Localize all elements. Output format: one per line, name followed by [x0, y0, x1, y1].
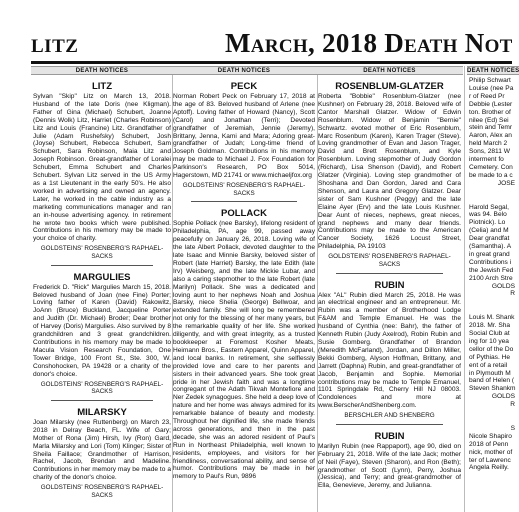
notice-line: r of Reed Pr	[469, 92, 505, 100]
page-title-lead: M	[225, 28, 251, 58]
funeral-home-credit: GOLDSTEINS' ROSENBERG'S RAPHAEL-SACKS	[40, 245, 164, 260]
notice-line: be made to a c	[469, 171, 513, 179]
column-label: DEATH NOTICES	[316, 66, 463, 75]
notice-name: POLLACK	[221, 208, 267, 220]
notice-line: Social Club at	[469, 330, 510, 337]
notice-line: Harold Segal,	[469, 203, 509, 211]
notice-rubin-alex	[316, 280, 463, 425]
notice-line: (Celia) and M	[469, 227, 509, 235]
notice-line: of Pythias. He	[469, 353, 511, 361]
notice-line: S	[510, 424, 515, 432]
notice-line: R	[510, 401, 515, 409]
notice-text: Norman Robert Peck on February 17, 2018 at the age of 83. Beloved husband of Arlene (nee Aptoff). Loving father of Howard (Nancy), Scott (Carol) and Jonathan (Terri); Devoted grandfather of Jeremiah, Jennie (Jeremy), Brittany, Jenna, Kami and Mara; Adoring great-grandfather of Judah; Long-time friend of Joseph Goldman. Contributions in his memory may be made to Michael J. Fox Foundation for Parkinson's Research, PO Box 5014, Hagerstown, MD 21741 or www.michaeljfox.org	[173, 93, 315, 180]
notice-text-partial	[469, 77, 517, 472]
notice-line: stein and Temr	[469, 124, 513, 132]
notice-line	[469, 417, 517, 425]
notice-name: RUBIN	[374, 279, 405, 291]
notice-line: in Plymouth M	[469, 369, 511, 377]
notice-line: JOSE	[497, 179, 515, 187]
notice-line: R	[510, 290, 515, 298]
notice-line: cellor of the Do	[469, 345, 514, 353]
notices-column-2	[171, 66, 317, 512]
notice-milarsky	[31, 407, 173, 500]
notice-rubin-marilyn	[316, 431, 463, 490]
notice-pollack	[171, 208, 317, 481]
page-title-rest: arch, 2018 Death Not	[250, 28, 513, 58]
page-title	[225, 28, 513, 59]
notice-line	[469, 306, 517, 314]
notice-line: band of Helen (	[469, 377, 515, 385]
notice-name: ROSENBLUM-GLATZER	[335, 81, 444, 92]
notice-line: 2018. Mr. Sha	[469, 322, 511, 330]
notice-line: Steven Shankm	[469, 385, 516, 393]
notice-line: Cemetery. Con	[469, 163, 513, 171]
notice-line: (Samantha). A	[469, 243, 512, 251]
notice-line: in great grand	[469, 250, 510, 258]
notice-line: Philip Schwart	[469, 77, 511, 84]
notice-litz	[31, 81, 173, 266]
notice-line: GOLDS	[491, 393, 515, 401]
header-rule	[31, 61, 512, 64]
notice-text: Frederick D. "Rick" Margulies March 15, 2018. Beloved husband of Joan (nee Fine) Porter; Loving father of Karen (David) Rakowitz, JoAnn (Bruce) Buckland, Jacqueline Porter and Judith (Dr. Michael) Broder; Dear brother of Harvey (Doris) Margulies. Also survived by 8 grandchildren and 3 great grandchildren. Contributions in his memory may be made to Macula Vision Research Foundation, One Tower Bridge, 100 Front St., Ste. 300, W. Conshohocken, PA 19428 or a charity of the donor's choice.	[33, 283, 171, 378]
section-tag: LITZ	[31, 36, 79, 57]
funeral-home-credit: GOLDSTEINS' ROSENBERG'S RAPHAEL-SACKS	[40, 380, 164, 396]
notice-partial	[467, 77, 519, 472]
notice-line: Angela Reilly.	[469, 464, 509, 472]
notice-line	[469, 409, 517, 417]
notice-divider	[191, 201, 297, 202]
funeral-home-credit: BERSCHLER AND SHENBERG	[344, 412, 435, 420]
notice-rosenblum-glatzer	[316, 81, 463, 274]
notice-divider	[336, 424, 443, 425]
column-label: DEATH NOTICES	[467, 68, 519, 74]
notice-line: ent of a retail	[469, 361, 508, 369]
notice-line: ton. Brother of	[469, 108, 511, 116]
notices-column-3	[316, 66, 463, 512]
notice-name: RUBIN	[374, 430, 405, 442]
notice-text: Sylvan "Skip" Litz on March 13, 2018. Husband of the late Doris (nee Kligman). Father of Gina (Michael) Schubert, Joanne (Dennis Wolk) Litz, Harriet (Charles Robinson) Litz and Louis (Francine) Litz. Grandfather of Julie (Adam Rushefsky) Schubert, Josh (Joyse) Schubert, Rebecca Schubert, Sam Schubert, Sara Robinson, Maia Litz and Joseph Robinson. Great-grandfather of Loralei Schubert, Emma Schubert and Charles Schubert. Sylvan Litz served in the US Army as a 1st Lieutenant in the early 50's. He also worked in advertising and owned an agency. Later, he worked in the cable industry as a marketing communications manager and ran an in-house advertising agency. In retirement he wrote two books which were published. Contributions in his memory may be made to your choice of charity.	[33, 93, 171, 243]
notice-line: interment fo	[469, 156, 504, 164]
column-label: DEATH NOTICES	[171, 66, 317, 75]
notices-column-4	[467, 66, 519, 512]
notice-name: PECK	[230, 81, 258, 92]
notice-line: Dear grandfat	[469, 235, 510, 243]
notice-text: Roberta "Bobbie" Rosenblum-Glatzer (nee Kushner) on February 28, 2018. Beloved wife of Cantor Marshall Glatzer. Widow of Edwin Rosenblum. Widow of Benjamin "Bernie" Schwartz. evoted mother of Eric Rosenblum, Marc Rosenbum (Karen), Karen Trager (Steve). Loving grandmother of Evan and Jason Trager, David and Brett Rosenblum, and Kyle Rosenblum. Loving stepmother of Judy Gordon (Richard), Lisa Shenson (David), and Robert Glatzer (Virginia). Loving step grandmother of Shoshana and Dan Gordon, Jared and Cara Shenson, and Laura and Gregory Glatzer. Dear sister of Sam Kushner (Peggy) and the late Elaine Ayer (Erv) and the late Louis Kushner. Dear Aunt of nieces, nephews, great nieces, grand nephews and many dear friends. Contributions may be made to the American Cancer Society, 1626 Locust Street, Philadelphia, PA 19103	[318, 93, 461, 251]
notice-divider	[51, 265, 153, 266]
notice-line: Piotnick). Lo	[469, 219, 506, 227]
notice-line: Louise (nee Pa	[469, 84, 514, 92]
notice-line: held March 2	[469, 140, 508, 148]
notice-line: Nicole Shapiro	[469, 432, 512, 440]
notice-line: GOLDS	[491, 282, 515, 290]
notice-line: Contributions i	[469, 258, 512, 266]
notice-text: Alex "AL" Rubin died March 25, 2018. He was an electrical engineer and an entrepreneur. Mr. Rubin was a member of Brotherhood Lodge F&AM and Temple Emanuel. He was the husband of Cynthia (nee: Bahr), the father of Kenneth Rubin (Judy Axelrod), Robin Rubin and Susie Gomberg. Grandfather of Brandon (Meredith McFarland), Jordan, and Dillon Miller, Bekki Gomberg, Alyson Hoffman, Brittany, and Jarrett (Daphna) Rubin, and great-grandfather of Jacob, Benjamin and Sophie. Memorial contributions may be made to Temple Emanuel, 1101 Springdale Rd, Cherry Hill NJ 08003. Condolences and more at www.BerscherAndShenberg.com.	[318, 291, 461, 410]
funeral-home-credit: GOLDSTEINS' ROSENBERG'S RAPHAEL-SACKS	[328, 253, 451, 268]
notice-name: LITZ	[91, 81, 113, 92]
notice-text: Sophie Pollack (nee Barsky), lifelong resident of Philadelphia, PA, age 99, passed away peacefully on January 26, 2018. Loving wife of the late Albert Pollack, devoted daughter to the late Isaac and Minnie Barsky, beloved sister of Robert (late Harriet) Barsky, the late Edith (late Irv) Weisberg, and the late Mickie Lubar, and also a caring stepmother to the late Robert (late Marilyn) Pollack. She was a dedicated and loving aunt to her nephews Noah and Joshua Barsky, niece Shelia (George) Bellwoar, and extended family. She will long be remembered not only for the blessing of her many years, but the remarkable quality of her life. She worked diligently, and with great integrity, as a trusted bookkeeper at Foremost Kosher Meats, Heimann Bros., Eastern Apparel, Quinn Apparel, and local banks. In retirement, she selflessly provided love and care to her parents and sisters in their advanced years. She took great pride in her Jewish faith and was a longtime congregant of the Adath Tikvah Montefiore and Ner Zedek synagogues. She held a deep love of nature and her home was always admired for its remarkable balance of beauty and modesty. Throughout her dignified life, she made friends across generations, and then in the past decade, she was an adored resident of Paul's Run in Northeast Philadelphia, well known to residents, employees, and visitors for her friendliness, conversational ability, and sense of humor. Contributions may be made in her memory to Paul's Run, 9896	[173, 220, 315, 481]
notice-line	[469, 188, 517, 196]
notices-column-1	[31, 66, 173, 512]
notice-line: Sons, 2811 W	[469, 148, 510, 156]
notice-line: 2100 Arch Stre	[469, 274, 513, 282]
notice-line: the Jewish Fed	[469, 266, 514, 274]
funeral-home-credit: GOLDSTEINS' ROSENBERG'S RAPHAEL-SACKS	[182, 181, 306, 197]
notice-line: was 94. Belo	[469, 211, 507, 219]
notice-line: ter of Lawrenc	[469, 456, 511, 464]
notice-text: Marilyn Rubin (nee Rappaport), age 90, died on February 21, 2018. Wife of the late Jack; mother of Neil (Faye), Steven (Sharon), and Ron (Beth); grandmother of Scott (Lynn), Perry, Joshua (Jessica), and Terry; and great-grandmother of Ella, Genevieve, Jeremy, and Julianna.	[318, 442, 461, 490]
notice-line: nick, mother of	[469, 448, 513, 456]
column-label: DEATH NOTICES	[31, 66, 173, 75]
notice-line	[469, 196, 517, 204]
notice-name: MARGULIES	[73, 271, 131, 283]
notice-line: Louis M. Shank	[469, 314, 515, 322]
notice-line: nilee (Ed) Sei	[469, 116, 509, 124]
notice-line: ing for 10 yea	[469, 337, 509, 345]
funeral-home-credit: GOLDSTEINS' ROSENBERG'S RAPHAEL-SACKS	[40, 484, 164, 499]
notice-name: MILARSKY	[77, 406, 127, 418]
notice-divider	[51, 400, 153, 401]
notice-line	[469, 298, 517, 306]
notice-line: Debbie (Lester	[469, 100, 513, 108]
notice-line: Aaron, Alex an	[469, 132, 512, 140]
notice-margulies	[31, 272, 173, 401]
notice-text: Joan Milarsky (nee Ruttenberg) on March 23, 2018 in Delray Beach, FL. Wife of Gary; Mother of Rona (Jim) Hirsh, Ivy (Ron) Gard, Marla Milarsky and Lori (Tom) Klinger; Sister of Sheila Faillace; Grandmother of Harrison, Rachel, Jacob, Brendan and Madeline. Contributions in her memory may be made to a charity of the donor's choice.	[33, 418, 171, 482]
notice-peck	[171, 81, 317, 202]
column-divider	[464, 66, 465, 512]
notice-line: 2018 of Penn	[469, 440, 509, 448]
notice-divider	[336, 273, 443, 274]
